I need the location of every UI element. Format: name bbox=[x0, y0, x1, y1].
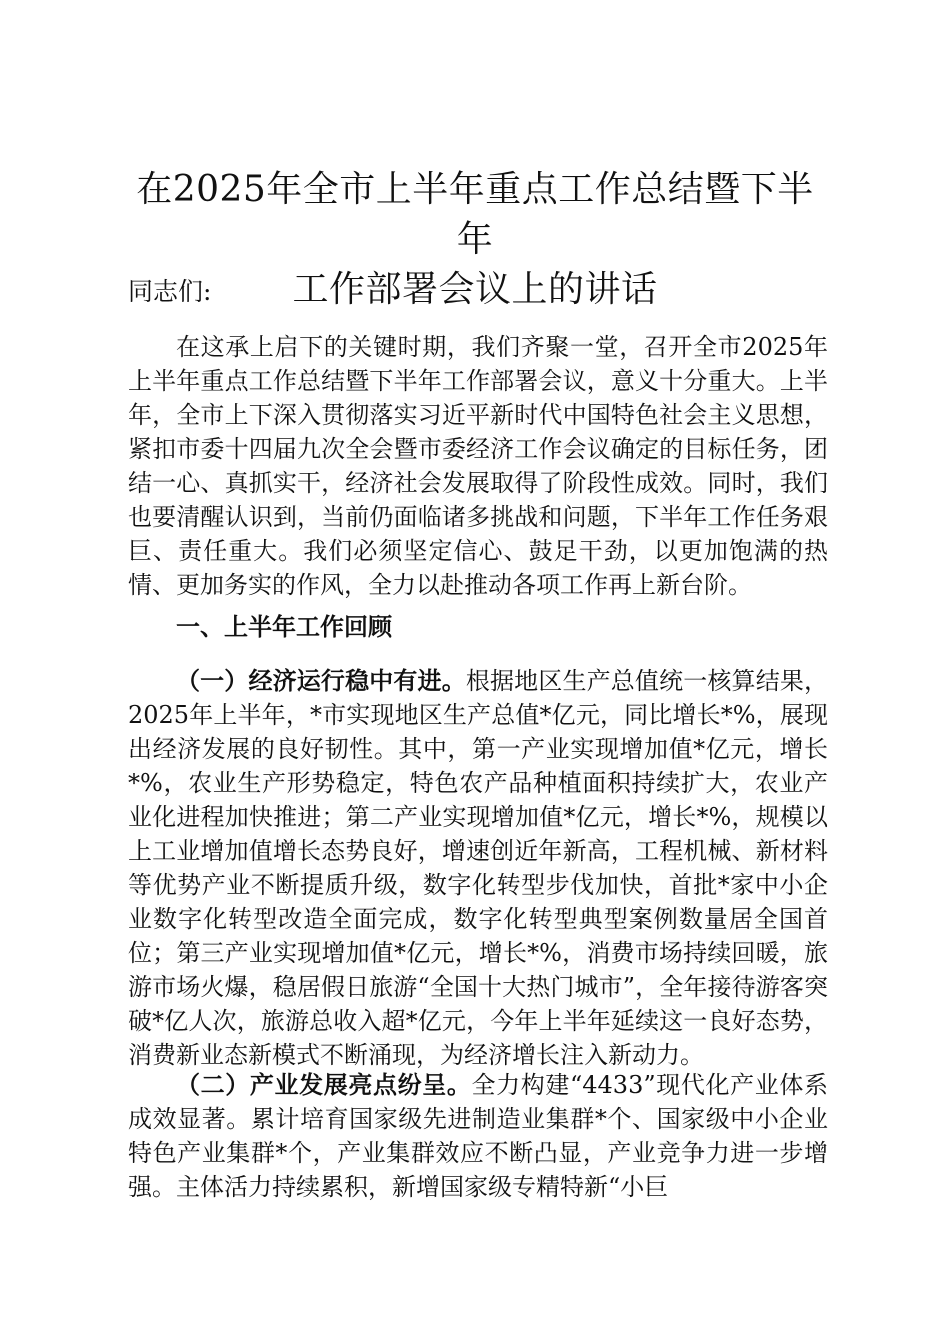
subsection-industry-body: 全力构建“4433”现代化产业体系成效显著。累计培育国家级先进制造业集群*个、国家级中小企业特色产业集群*个，产业集群效应不断凸显，产业竞争力进一步增强。主体活力持续累积，新增国家级专精特新“小巨 bbox=[128, 1071, 828, 1201]
subsection-industry bbox=[128, 1068, 828, 1204]
salutation: 同志们: bbox=[128, 277, 212, 306]
section-heading-review: 一、上半年工作回顾 bbox=[176, 612, 392, 641]
title-line-1: 在2025年全市上半年重点工作总结暨下半年 bbox=[136, 169, 814, 260]
subsection-economy-lead: （一）经济运行稳中有进。 bbox=[176, 666, 466, 695]
subsection-industry-lead: （二）产业发展亮点纷呈。 bbox=[176, 1070, 472, 1099]
intro-paragraph: 在这承上启下的关键时期，我们齐聚一堂，召开全市2025年上半年重点工作总结暨下半年工作部署会议，意义十分重大。上半年，全市上下深入贯彻落实习近平新时代中国特色社会主义思想，紧扣市委十四届九次全会暨市委经济工作会议确定的目标任务，团结一心、真抓实干，经济社会发展取得了阶段性成效。同时，我们也要清醒认识到，当前仍面临诸多挑战和问题，下半年工作任务艰巨、责任重大。我们必须坚定信心、鼓足干劲，以更加饱满的热情、更加务实的作风，全力以赴推动各项工作再上新台阶。 bbox=[128, 333, 828, 599]
document-title bbox=[120, 165, 830, 315]
subsection-economy bbox=[128, 664, 828, 1072]
subsection-economy-body: 根据地区生产总值统一核算结果，2025年上半年，*市实现地区生产总值*亿元，同比增长*%，展现出经济发展的良好韧性。其中，第一产业实现增加值*亿元，增长*%，农业生产形势稳定，特色农产品种植面积持续扩大，农业产业化进程加快推进；第二产业实现增加值*亿元，增长*%，规模以上工业增加值增长态势良好，增速创近年新高，工程机械、新材料等优势产业不断提质升级，数字化转型步伐加快，首批*家中小企业数字化转型改造全面完成，数字化转型典型案例数量居全国首位；第三产业实现增加值*亿元，增长*%，消费市场持续回暖，旅游市场火爆，稳居假日旅游“全国十大热门城市”，全年接待游客突破*亿人次，旅游总收入超*亿元，今年上半年延续这一良好态势，消费新业态新模式不断涌现，为经济增长注入新动力。 bbox=[128, 667, 829, 1069]
title-line-2: 工作部署会议上的讲话 bbox=[292, 269, 658, 310]
